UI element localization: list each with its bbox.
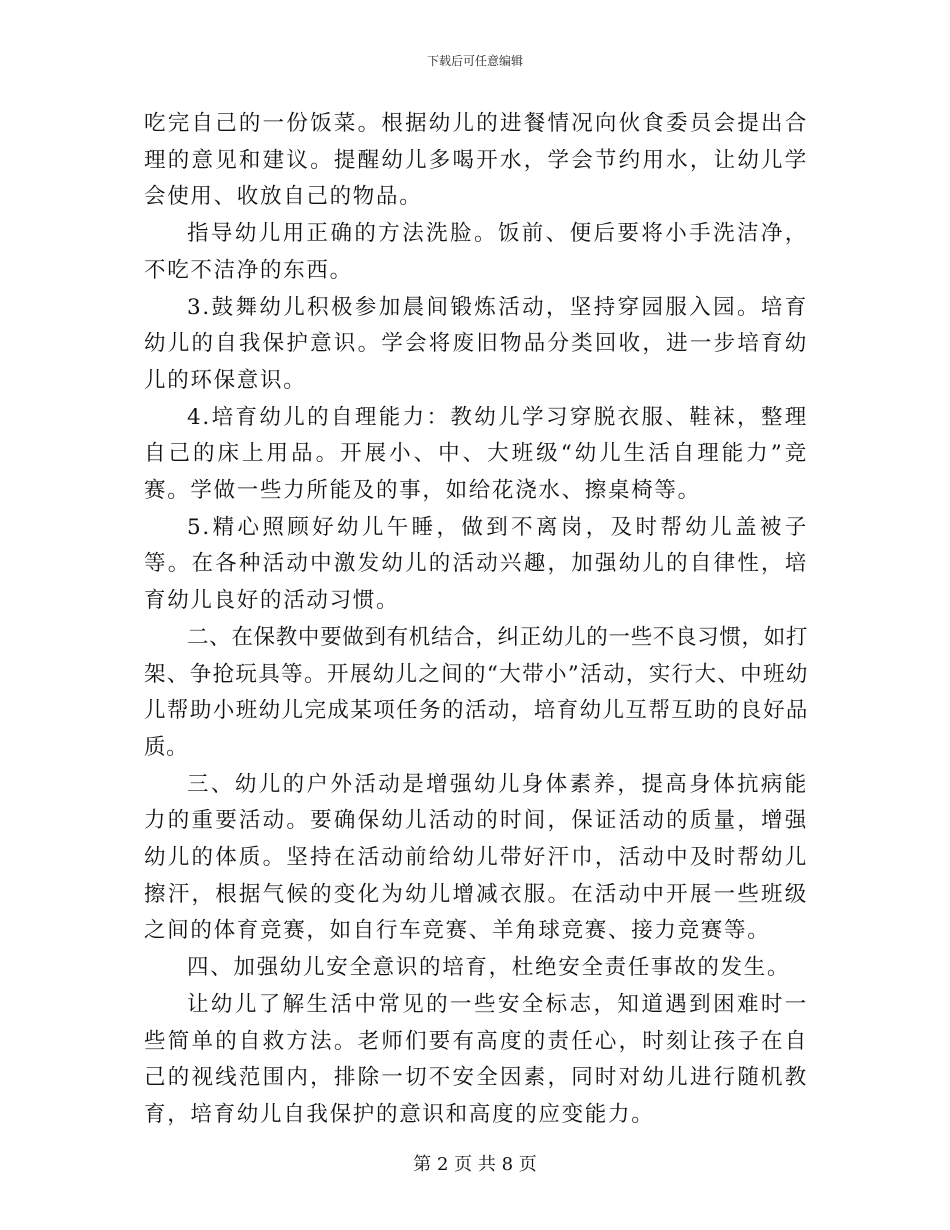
paragraph-5: 5.精心照顾好幼儿午睡，做到不离岗，及时帮幼儿盖被子等。在各种活动中激发幼儿的活动兴趣，加强幼儿的自律性，培育幼儿良好的活动习惯。	[144, 514, 808, 614]
footer-prefix: 第	[413, 1154, 432, 1175]
page-header: 下载后可任意编辑	[426, 54, 523, 68]
footer-middle: 页 共	[454, 1154, 496, 1175]
page-footer	[0, 1154, 950, 1176]
footer-suffix: 页	[518, 1154, 537, 1175]
paragraph-4: 4.培育幼儿的自理能力：教幼儿学习穿脱衣服、鞋袜，整理自己的床上用品。开展小、中、大班级“幼儿生活自理能力”竞赛。学做一些力所能及的事，如给花浇水、擦桌椅等。	[144, 404, 808, 504]
footer-current-page: 2	[436, 1154, 449, 1175]
document-body	[144, 106, 808, 1134]
paragraph-7: 三、幼儿的户外活动是增强幼儿身体素养，提高身体抗病能力的重要活动。要确保幼儿活动的时间，保证活动的质量，增强幼儿的体质。坚持在活动前给幼儿带好汗巾，活动中及时帮幼儿擦汗，根据气候的变化为幼儿增减衣服。在活动中开展一些班级之间的体育竞赛，如自行车竞赛、羊角球竞赛、接力竞赛等。	[144, 771, 808, 944]
paragraph-8: 四、加强幼儿安全意识的培育，杜绝安全责任事故的发生。	[187, 955, 791, 981]
paragraph-6: 二、在保教中要做到有机结合，纠正幼儿的一些不良习惯，如打架、争抢玩具等。开展幼儿之间的“大带小”活动，实行大、中班幼儿帮助小班幼儿完成某项任务的活动，培育幼儿互帮互助的良好品质。	[144, 624, 808, 760]
paragraph-2: 指导幼儿用正确的方法洗脸。饭前、便后要将小手洗洁净，不吃不洁净的东西。	[144, 221, 808, 283]
paragraph-9: 让幼儿了解生活中常见的一些安全标志，知道遇到困难时一些简单的自救方法。老师们要有高度的责任心，时刻让孩子在自己的视线范围内，排除一切不安全因素，同时对幼儿进行随机教育，培育幼儿自我保护的意识和高度的应变能力。	[144, 991, 808, 1127]
footer-total-pages: 8	[501, 1154, 514, 1175]
paragraph-3: 3.鼓舞幼儿积极参加晨间锻炼活动，坚持穿园服入园。培育幼儿的自我保护意识。学会将废旧物品分类回收，进一步培育幼儿的环保意识。	[144, 294, 808, 393]
paragraph-1: 吃完自己的一份饭菜。根据幼儿的进餐情况向伙食委员会提出合理的意见和建议。提醒幼儿多喝开水，学会节约用水，让幼儿学会使用、收放自己的物品。	[144, 111, 808, 210]
